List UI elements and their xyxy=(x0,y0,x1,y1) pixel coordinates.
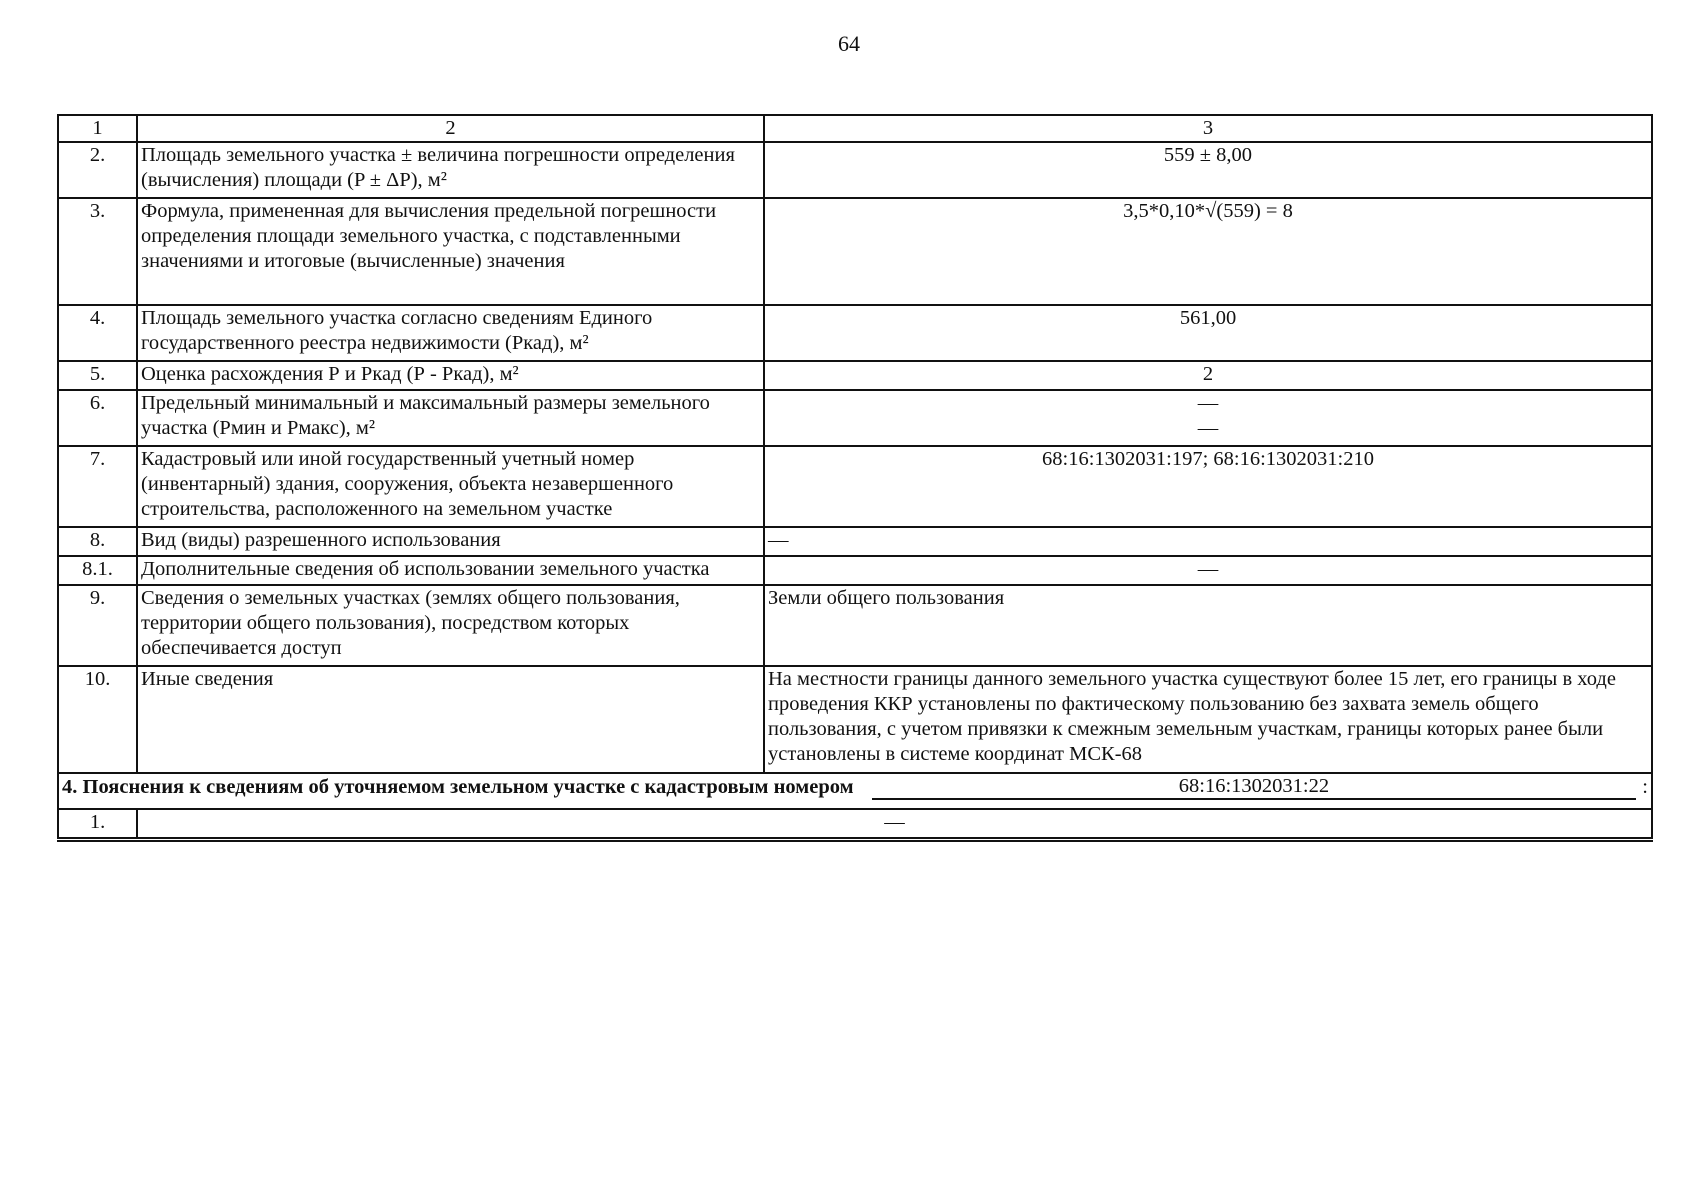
row-value: 2 xyxy=(764,361,1652,390)
land-plot-table xyxy=(57,114,1653,842)
header-col-2: 2 xyxy=(137,115,764,142)
row-label: Площадь земельного участка ± величина погрешности определения (вычисления) площади (P ± ΔP), м² xyxy=(137,142,764,198)
row-label: Формула, примененная для вычисления предельной погрешности определения площади земельного участка, с подставленными значениями и итоговые (вычисленные) значения xyxy=(137,198,764,305)
row-number: 8. xyxy=(58,527,137,556)
row-label: Кадастровый или иной государственный учетный номер (инвентарный) здания, сооружения, объекта незавершенного строительства, расположенного на земельном участке xyxy=(137,446,764,527)
row-label: Площадь земельного участка согласно сведениям Единого государственного реестра недвижимости (Ркад), м² xyxy=(137,305,764,361)
table-row xyxy=(58,361,1652,390)
row-number: 7. xyxy=(58,446,137,527)
table-header-row xyxy=(58,115,1652,142)
row-value: — xyxy=(764,527,1652,556)
table-row xyxy=(58,585,1652,666)
value-min: — xyxy=(1197,392,1219,414)
row-number: 4. xyxy=(58,305,137,361)
row-number: 5. xyxy=(58,361,137,390)
table-row xyxy=(58,556,1652,585)
row-label: Иные сведения xyxy=(137,666,764,773)
table-row xyxy=(58,446,1652,527)
row-number: 10. xyxy=(58,666,137,773)
row-value: 68:16:1302031:197; 68:16:1302031:210 xyxy=(764,446,1652,527)
section-4-title: 4. Пояснения к сведениям об уточняемом земельном участке с кадастровым номером xyxy=(62,776,854,798)
row-number: 3. xyxy=(58,198,137,305)
table-row xyxy=(58,198,1652,305)
row-label: Дополнительные сведения об использовании земельного участка xyxy=(137,556,764,585)
page-number: 64 xyxy=(838,31,860,56)
row-number: 6. xyxy=(58,390,137,446)
header-col-3: 3 xyxy=(764,115,1652,142)
row-number: 9. xyxy=(58,585,137,666)
cadastral-number: 68:16:1302031:22 xyxy=(872,774,1637,800)
section-4-header xyxy=(58,773,1652,809)
row-number: 2. xyxy=(58,142,137,198)
row-label: Сведения о земельных участках (землях общего пользования, территории общего пользования), посредством которых обеспечивается доступ xyxy=(137,585,764,666)
table-row xyxy=(58,666,1652,773)
table-row xyxy=(58,305,1652,361)
row-number: 1. xyxy=(58,809,137,839)
row-value: 559 ± 8,00 xyxy=(764,142,1652,198)
row-number: 8.1. xyxy=(58,556,137,585)
row-label: Предельный минимальный и максимальный размеры земельного участка (Рмин и Рмакс), м² xyxy=(137,390,764,446)
section-4-colon: : xyxy=(1642,776,1648,798)
table-row xyxy=(58,142,1652,198)
row-label: Вид (виды) разрешенного использования xyxy=(137,527,764,556)
row-value: На местности границы данного земельного участка существуют более 15 лет, его границы в ходе проведения ККР установлены по фактическому пользованию без захвата земель общего пользования, с учетом привязки к смежным земельным участкам, границы которых ранее были установлены в системе координат МСК-68 xyxy=(764,666,1652,773)
row-value: — xyxy=(764,556,1652,585)
row-value: 561,00 xyxy=(764,305,1652,361)
table-row xyxy=(58,390,1652,446)
table-row xyxy=(58,527,1652,556)
value-max: — xyxy=(1197,417,1219,439)
row-value-min-max xyxy=(764,390,1652,446)
row-label: Оценка расхождения Р и Ркад (Р - Ркад), м² xyxy=(137,361,764,390)
row-value: Земли общего пользования xyxy=(764,585,1652,666)
header-col-1: 1 xyxy=(58,115,137,142)
table-row xyxy=(58,809,1652,839)
row-value: 3,5*0,10*√(559) = 8 xyxy=(764,198,1652,305)
row-value: — xyxy=(137,809,1652,839)
section-4-header-row xyxy=(58,773,1652,809)
